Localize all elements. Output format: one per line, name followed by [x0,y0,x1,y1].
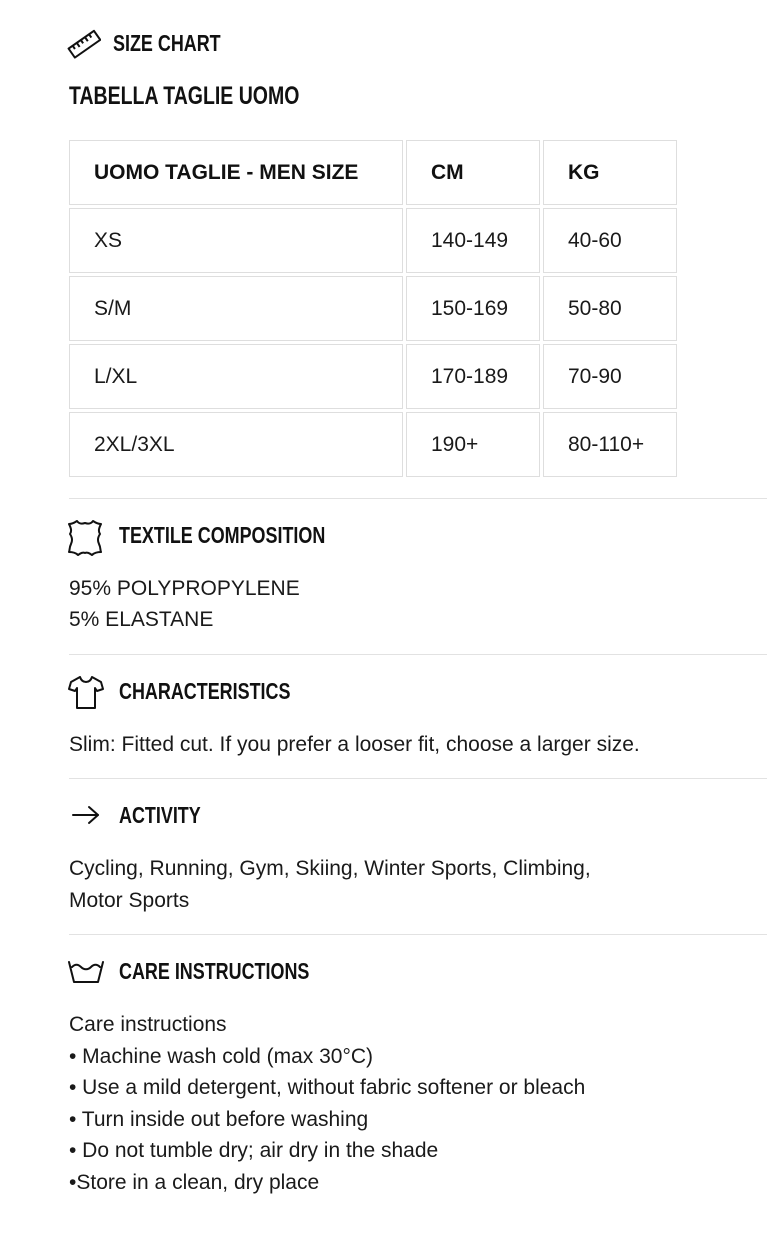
activity-line: Motor Sports [69,889,190,912]
textile-composition-heading: TEXTILE COMPOSITION [119,522,326,548]
activity-heading: ACTIVITY [119,802,201,828]
column-header: UOMO TAGLIE - MEN SIZE [69,140,403,205]
arrow-right-icon [71,804,101,831]
composition-line: 5% ELASTANE [69,608,214,631]
size-chart-heading: SIZE CHART [113,30,221,56]
table-row [69,208,677,273]
cm-cell: 170-189 [406,344,540,409]
care-line: • Use a mild detergent, without fabric softener or bleach [69,1076,586,1099]
table-row [69,344,677,409]
characteristics-text: Slim: Fitted cut. If you prefer a looser fit, choose a larger size. [69,733,640,756]
divider [69,934,767,935]
size-cell: XS [69,208,403,273]
divider [69,654,767,655]
care-line: • Do not tumble dry; air dry in the shade [69,1139,439,1162]
kg-cell: 70-90 [543,344,677,409]
column-header: CM [406,140,540,205]
cm-cell: 190+ [406,412,540,477]
cm-cell: 150-169 [406,276,540,341]
divider [69,778,767,779]
care-line: • Machine wash cold (max 30°C) [69,1045,374,1068]
size-cell: L/XL [69,344,403,409]
table-row [69,412,677,477]
table-row [69,276,677,341]
size-cell: 2XL/3XL [69,412,403,477]
size-table [66,137,680,480]
care-instructions-heading: CARE INSTRUCTIONS [119,958,310,984]
care-line: • Turn inside out before washing [69,1108,369,1131]
divider [69,498,767,499]
size-cell: S/M [69,276,403,341]
kg-cell: 80-110+ [543,412,677,477]
kg-cell: 40-60 [543,208,677,273]
composition-line: 95% POLYPROPYLENE [69,577,300,600]
table-header-row [69,140,677,205]
leather-hide-icon [67,518,103,561]
wash-tub-icon [67,958,105,991]
tshirt-icon [67,674,105,715]
ruler-icon [67,28,101,65]
kg-cell: 50-80 [543,276,677,341]
care-line: Care instructions [69,1013,227,1036]
cm-cell: 140-149 [406,208,540,273]
activity-line: Cycling, Running, Gym, Skiing, Winter Sports, Climbing, [69,857,591,880]
column-header: KG [543,140,677,205]
size-table-title: TABELLA TAGLIE UOMO [69,82,300,110]
characteristics-heading: CHARACTERISTICS [119,678,291,704]
care-line: •Store in a clean, dry place [69,1171,320,1194]
